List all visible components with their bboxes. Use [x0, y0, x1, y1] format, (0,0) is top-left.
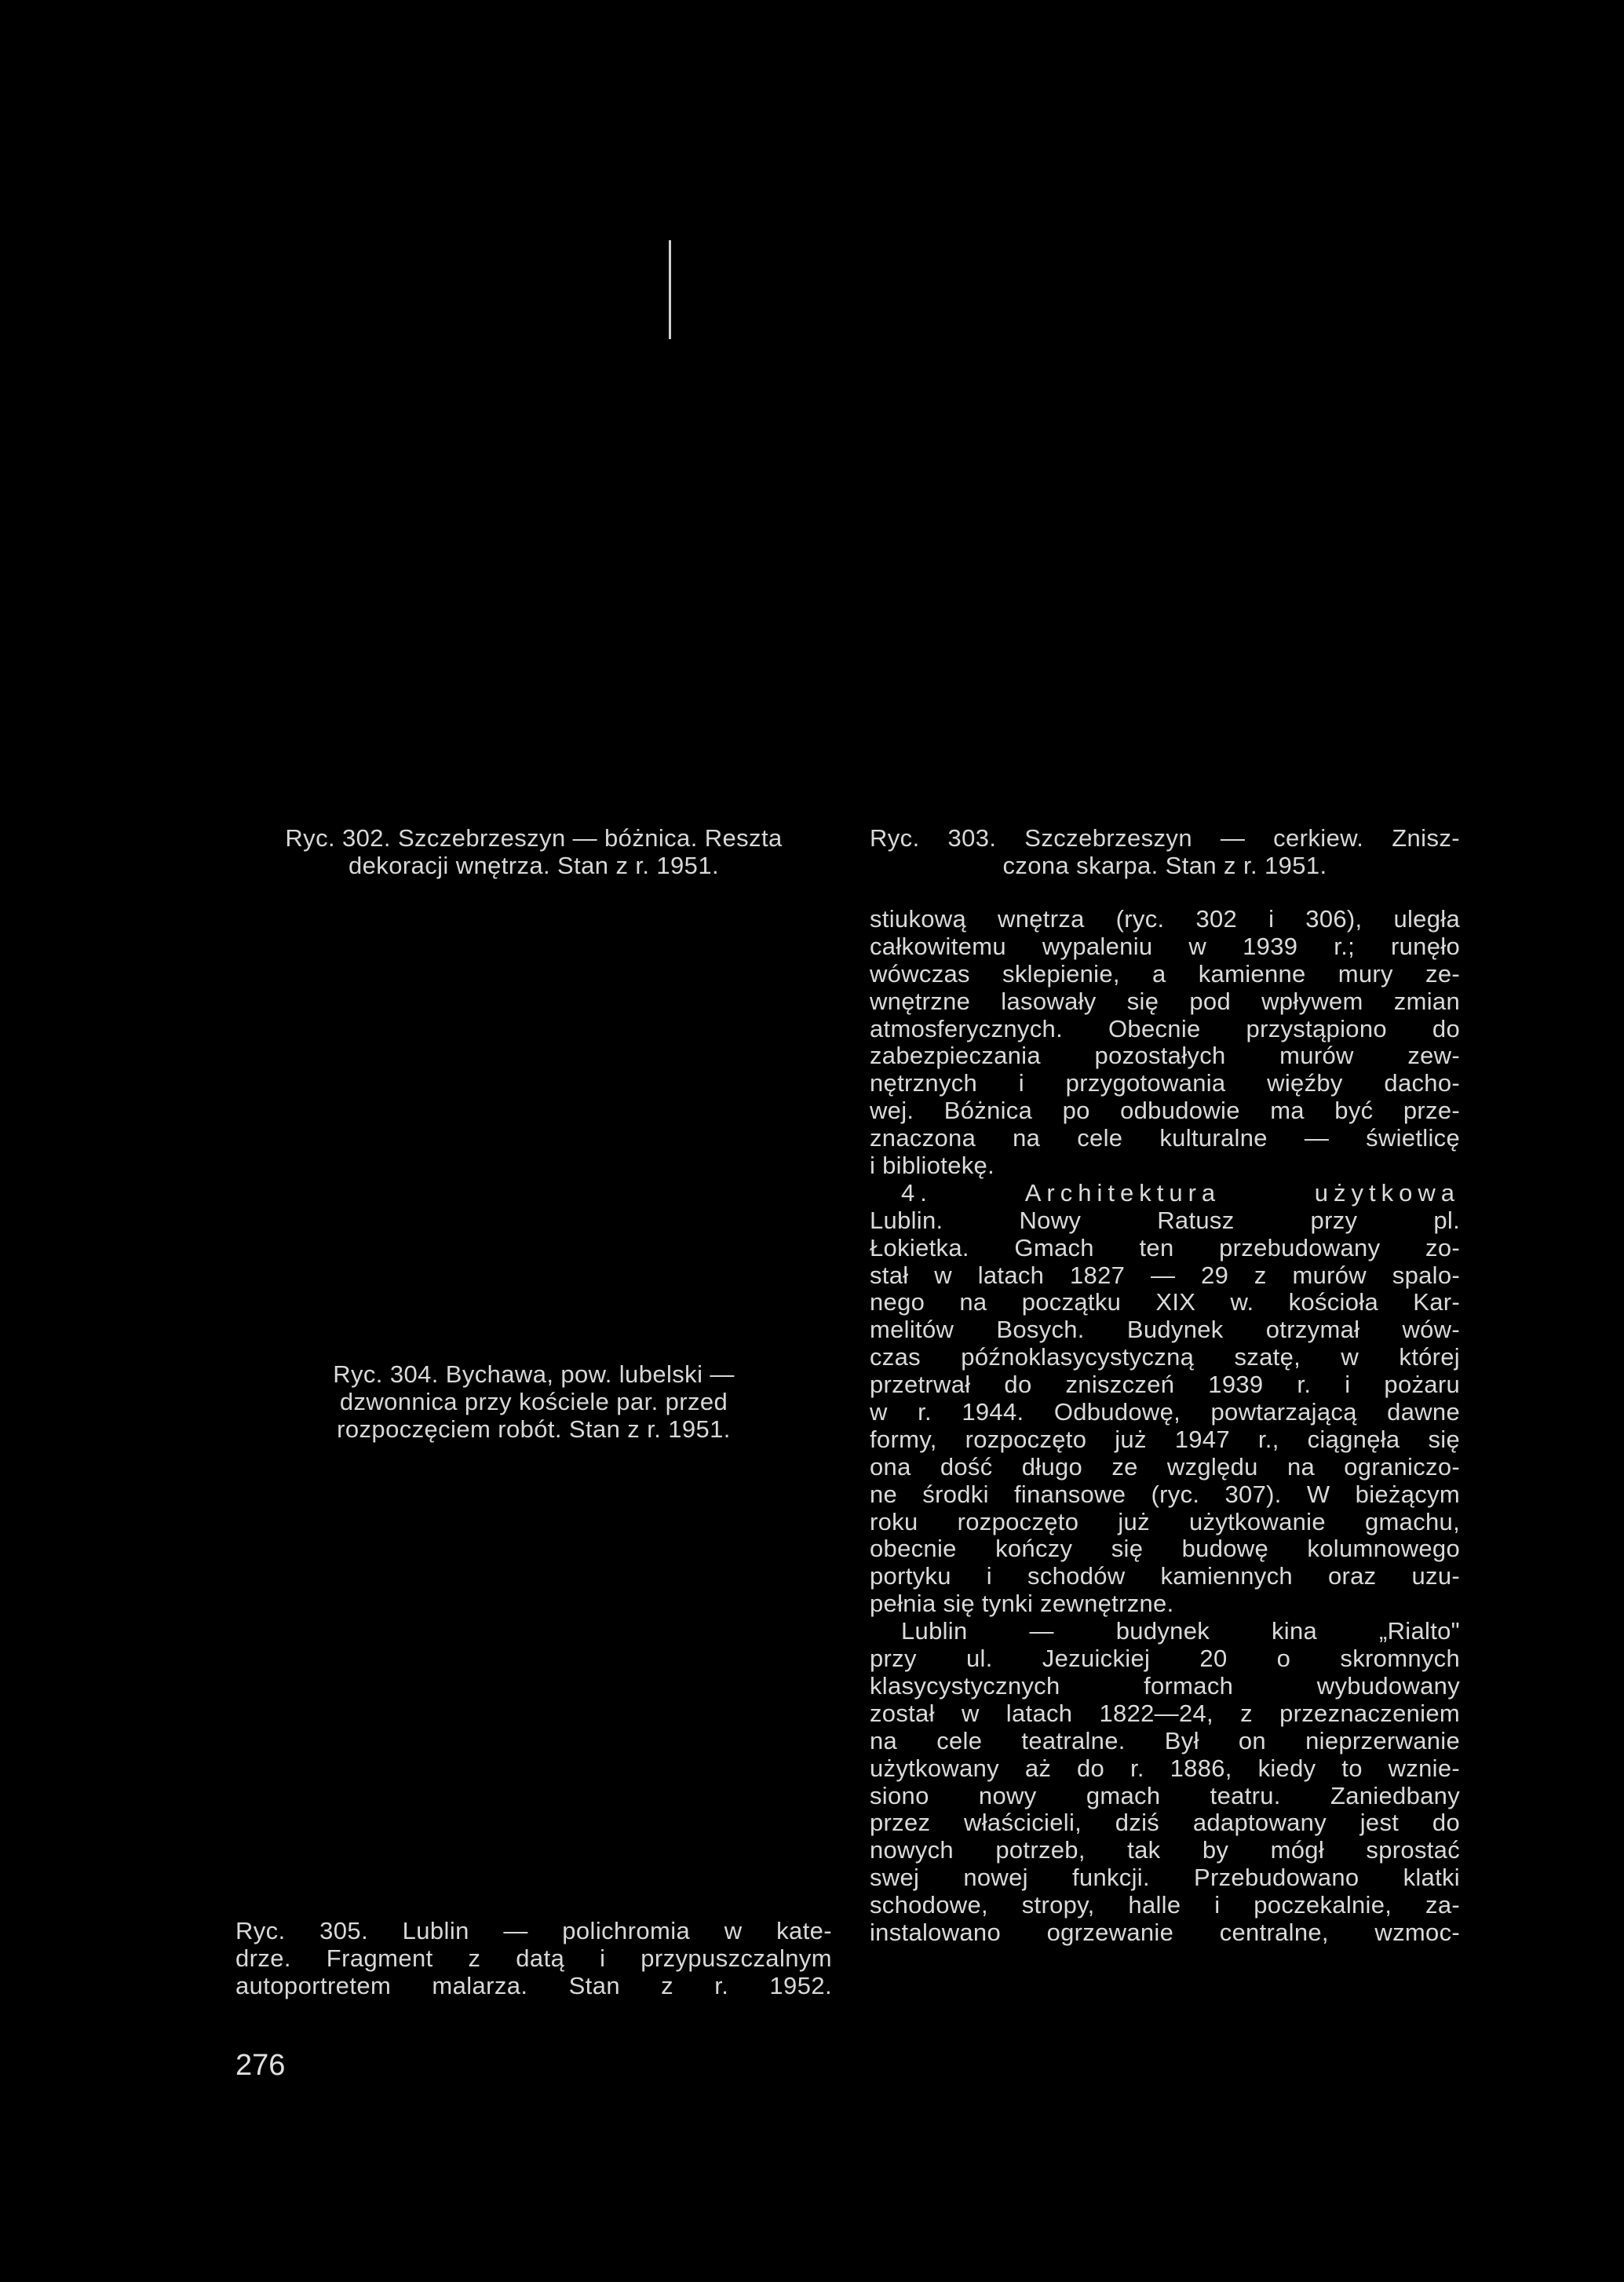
vertical-rule-mark: [669, 240, 671, 339]
body-line: ona dość długo ze względu na ograniczo-: [870, 1452, 1460, 1481]
body-line: ne środki finansowe (ryc. 307). W bieżącym: [870, 1480, 1460, 1508]
caption-line: Ryc. 303. Szczebrzeszyn — cerkiew. Znisz-: [870, 824, 1460, 852]
body-line: nętrznych i przygotowania więźby dacho-: [870, 1069, 1460, 1097]
body-line: i bibliotekę.: [870, 1152, 994, 1180]
caption-line: rozpoczęciem robót. Stan z r. 1951.: [337, 1415, 731, 1443]
caption-line: drze. Fragment z datą i przypuszczalnym: [235, 1944, 832, 1972]
caption-ryc-302: [235, 824, 832, 879]
body-line: pełnia się tynki zewnętrzne.: [870, 1590, 1174, 1618]
body-line: czas późnoklasycystyczną szatę, w której: [870, 1343, 1460, 1371]
body-line: Lublin. Nowy Ratusz przy pl.: [870, 1206, 1460, 1234]
body-line: został w latach 1822—24, z przeznaczeniem: [870, 1699, 1460, 1727]
caption-line: Ryc. 305. Lublin — polichromia w kate-: [235, 1917, 832, 1944]
body-line: przetrwał do zniszczeń 1939 r. i pożaru: [870, 1371, 1460, 1399]
body-line: znaczona na cele kulturalne — świetlicę: [870, 1124, 1460, 1152]
body-line: przy ul. Jezuickiej 20 o skromnych: [870, 1645, 1460, 1673]
body-line: całkowitemu wypaleniu w 1939 r.; runęło: [870, 932, 1460, 960]
body-line: wej. Bóżnica po odbudowie ma być prze-: [870, 1097, 1460, 1125]
section-heading: 4. Architektura użytkowa: [901, 1178, 1460, 1207]
body-line: klasycystycznych formach wybudowany: [870, 1671, 1460, 1700]
body-line: wówczas sklepienie, a kamienne mury ze-: [870, 959, 1460, 988]
body-line: atmosferycznych. Obecnie przystąpiono do: [870, 1014, 1460, 1042]
body-line: użytkowany aż do r. 1886, kiedy to wznie-: [870, 1754, 1460, 1782]
caption-line: czona skarpa. Stan z r. 1951.: [1002, 852, 1327, 879]
caption-ryc-304: [235, 1360, 832, 1443]
page-number: 276: [235, 2049, 286, 2082]
body-line: w r. 1944. Odbudowę, powtarzającą dawne: [870, 1398, 1460, 1426]
body-line: roku rozpoczęto już użytkowanie gmachu,: [870, 1507, 1460, 1535]
caption-line: dekoracji wnętrza. Stan z r. 1951.: [349, 852, 719, 879]
body-line: zabezpieczania pozostałych murów zew-: [870, 1042, 1460, 1070]
body-line: formy, rozpoczęto już 1947 r., ciągnęła się: [870, 1425, 1460, 1453]
body-line: stał w latach 1827 — 29 z murów spalo-: [870, 1261, 1460, 1289]
body-line: obecnie kończy się budowę kolumnowego: [870, 1535, 1460, 1563]
body-line: przez właścicieli, dziś adaptowany jest do: [870, 1809, 1460, 1837]
caption-line: dzwonnica przy kościele par. przed: [339, 1388, 728, 1415]
body-line: nego na początku XIX w. kościoła Kar-: [870, 1288, 1460, 1316]
body-line: siono nowy gmach teatru. Zaniedbany: [870, 1781, 1460, 1809]
caption-line: Ryc. 302. Szczebrzeszyn — bóżnica. Reszta: [285, 824, 783, 852]
body-line: melitów Bosych. Budynek otrzymał wów-: [870, 1316, 1460, 1344]
body-line: instalowano ogrzewanie centralne, wzmoc-: [870, 1918, 1460, 1946]
caption-ryc-303: [870, 824, 1460, 879]
caption-line: autoportretem malarza. Stan z r. 1952.: [235, 1972, 832, 1999]
body-line: portyku i schodów kamiennych oraz uzu-: [870, 1562, 1460, 1590]
body-line: swej nowej funkcji. Przebudowano klatki: [870, 1864, 1460, 1892]
body-line: nowych potrzeb, tak by mógł sprostać: [870, 1836, 1460, 1864]
body-line: Łokietka. Gmach ten przebudowany zo-: [870, 1233, 1460, 1261]
caption-line: Ryc. 304. Bychawa, pow. lubelski —: [333, 1360, 735, 1388]
body-text-column: [870, 906, 1460, 1947]
body-line: na cele teatralne. Był on nieprzerwanie: [870, 1726, 1460, 1754]
body-line: wnętrzne lasowały się pod wpływem zmian: [870, 987, 1460, 1015]
body-line: stiukową wnętrza (ryc. 302 i 306), uległa: [870, 905, 1460, 933]
body-line: schodowe, stropy, halle i poczekalnie, za-: [870, 1891, 1460, 1919]
caption-ryc-305: [235, 1917, 832, 1999]
body-line: Lublin — budynek kina „Rialto": [901, 1617, 1460, 1645]
